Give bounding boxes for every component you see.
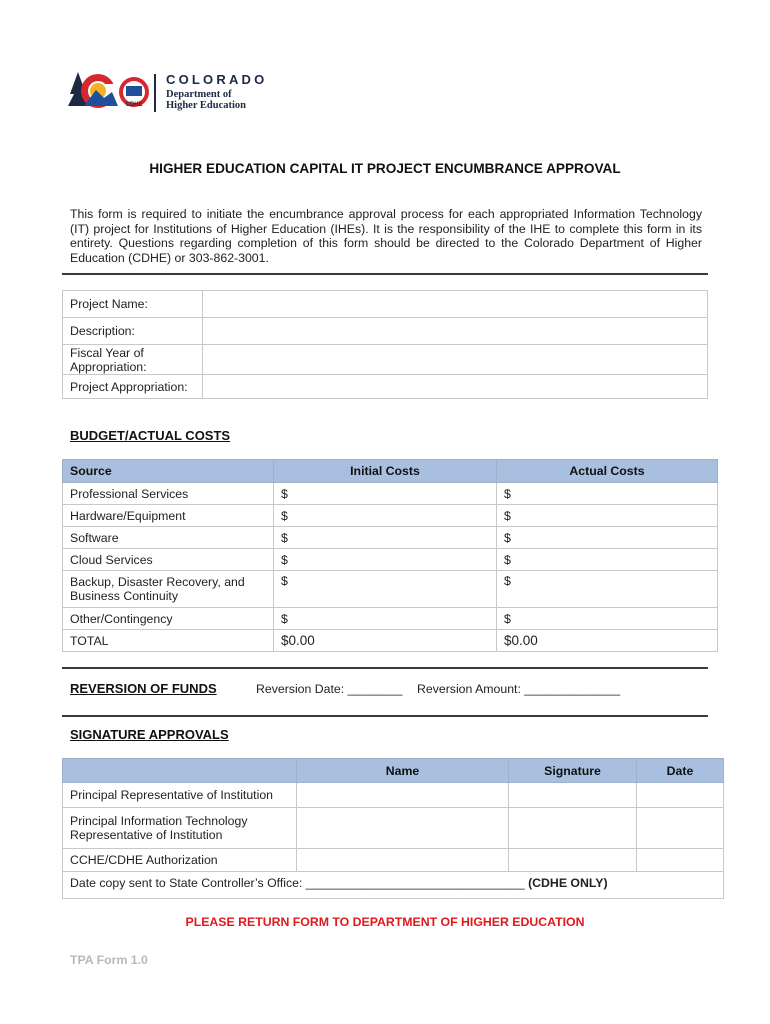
signature-field[interactable] xyxy=(509,808,637,849)
signature-heading: SIGNATURE APPROVALS xyxy=(70,727,229,742)
role-cell: Principal Information Technology Representative of Institution xyxy=(63,808,297,849)
initial-cost-field[interactable]: $ xyxy=(274,549,497,571)
date-field[interactable] xyxy=(637,849,724,872)
column-header-source: Source xyxy=(63,460,274,483)
reversion-amount-field[interactable]: Reversion Amount: ______________ xyxy=(417,682,621,696)
column-header-date: Date xyxy=(637,759,724,783)
table-row xyxy=(63,571,718,608)
initial-cost-field[interactable]: $ xyxy=(274,483,497,505)
column-header-actual-costs: Actual Costs xyxy=(497,460,718,483)
form-title: HIGHER EDUCATION CAPITAL IT PROJECT ENCUMBRANCE APPROVAL xyxy=(149,161,621,176)
fiscal-year-field[interactable] xyxy=(203,345,708,375)
table-row xyxy=(63,527,718,549)
initial-cost-field[interactable]: $ xyxy=(274,571,497,608)
project-appropriation-label: Project Appropriation: xyxy=(63,375,203,399)
project-name-field[interactable] xyxy=(203,291,708,318)
source-cell: Other/Contingency xyxy=(63,608,274,630)
description-field[interactable] xyxy=(203,318,708,345)
description-label: Description: xyxy=(63,318,203,345)
total-row xyxy=(63,630,718,652)
reversion-date-field[interactable]: Reversion Date: ________ xyxy=(256,682,403,696)
role-cell: CCHE/CDHE Authorization xyxy=(63,849,297,872)
actual-cost-field[interactable]: $ xyxy=(497,549,718,571)
divider xyxy=(62,667,708,669)
actual-cost-field[interactable]: $ xyxy=(497,505,718,527)
divider xyxy=(62,273,708,275)
table-row xyxy=(63,549,718,571)
name-field[interactable] xyxy=(297,783,509,808)
date-field[interactable] xyxy=(637,808,724,849)
source-cell: Hardware/Equipment xyxy=(63,505,274,527)
reversion-heading: REVERSION OF FUNDS xyxy=(70,681,217,696)
actual-cost-field[interactable]: $ xyxy=(497,608,718,630)
return-notice: PLEASE RETURN FORM TO DEPARTMENT OF HIGHER EDUCATION xyxy=(185,915,585,929)
colorado-c-logo-icon xyxy=(66,70,166,118)
column-header-name: Name xyxy=(297,759,509,783)
table-row xyxy=(63,608,718,630)
fiscal-year-label: Fiscal Year of Appropriation: xyxy=(63,345,203,375)
date-field[interactable] xyxy=(637,783,724,808)
project-info-table xyxy=(62,290,708,399)
intro-paragraph: This form is required to initiate the encumbrance approval process for each appropriated Information Technology (IT) project for Institutions of Higher Education (IHEs). It is the responsibility of the IHE to complete this form in its entirety. Questions regarding completion of this form should be directed to the Colorado Department of Higher Education (CDHE) or 303-862-3001. xyxy=(70,207,702,265)
signature-field[interactable] xyxy=(509,783,637,808)
role-cell: Principal Representative of Institution xyxy=(63,783,297,808)
table-row xyxy=(63,783,724,808)
total-label: TOTAL xyxy=(63,630,274,652)
budget-heading: BUDGET/ACTUAL COSTS xyxy=(70,428,231,443)
project-appropriation-field[interactable] xyxy=(203,375,708,399)
logo-department-line: Department of xyxy=(166,89,232,100)
column-header-role xyxy=(63,759,297,783)
svg-text:CDHE: CDHE xyxy=(125,102,143,108)
cdhe-only-note: (CDHE ONLY) xyxy=(528,876,608,890)
table-row xyxy=(63,872,724,899)
source-cell: Cloud Services xyxy=(63,549,274,571)
controller-date-field[interactable]: Date copy sent to State Controller’s Office: ________________________________ (CDHE ONLY) xyxy=(63,872,724,899)
table-row xyxy=(63,849,724,872)
actual-total-field[interactable]: $0.00 xyxy=(497,630,718,652)
initial-cost-field[interactable]: $ xyxy=(274,527,497,549)
column-header-initial-costs: Initial Costs xyxy=(274,460,497,483)
logo-higher-ed-line: Higher Education xyxy=(166,100,247,111)
table-row xyxy=(63,483,718,505)
budget-table xyxy=(62,459,718,652)
name-field[interactable] xyxy=(297,849,509,872)
source-cell: Backup, Disaster Recovery, and Business Continuity xyxy=(63,571,274,608)
name-field[interactable] xyxy=(297,808,509,849)
signature-table xyxy=(62,758,724,899)
initial-cost-field[interactable]: $ xyxy=(274,608,497,630)
form-id: TPA Form 1.0 xyxy=(70,953,148,967)
table-row xyxy=(63,808,724,849)
logo-wordmark: COLORADO xyxy=(166,72,268,87)
actual-cost-field[interactable]: $ xyxy=(497,527,718,549)
divider xyxy=(62,715,708,717)
signature-field[interactable] xyxy=(509,849,637,872)
actual-cost-field[interactable]: $ xyxy=(497,483,718,505)
column-header-signature: Signature xyxy=(509,759,637,783)
initial-total-field[interactable]: $0.00 xyxy=(274,630,497,652)
source-cell: Software xyxy=(63,527,274,549)
project-name-label: Project Name: xyxy=(63,291,203,318)
source-cell: Professional Services xyxy=(63,483,274,505)
actual-cost-field[interactable]: $ xyxy=(497,571,718,608)
table-row xyxy=(63,505,718,527)
initial-cost-field[interactable]: $ xyxy=(274,505,497,527)
